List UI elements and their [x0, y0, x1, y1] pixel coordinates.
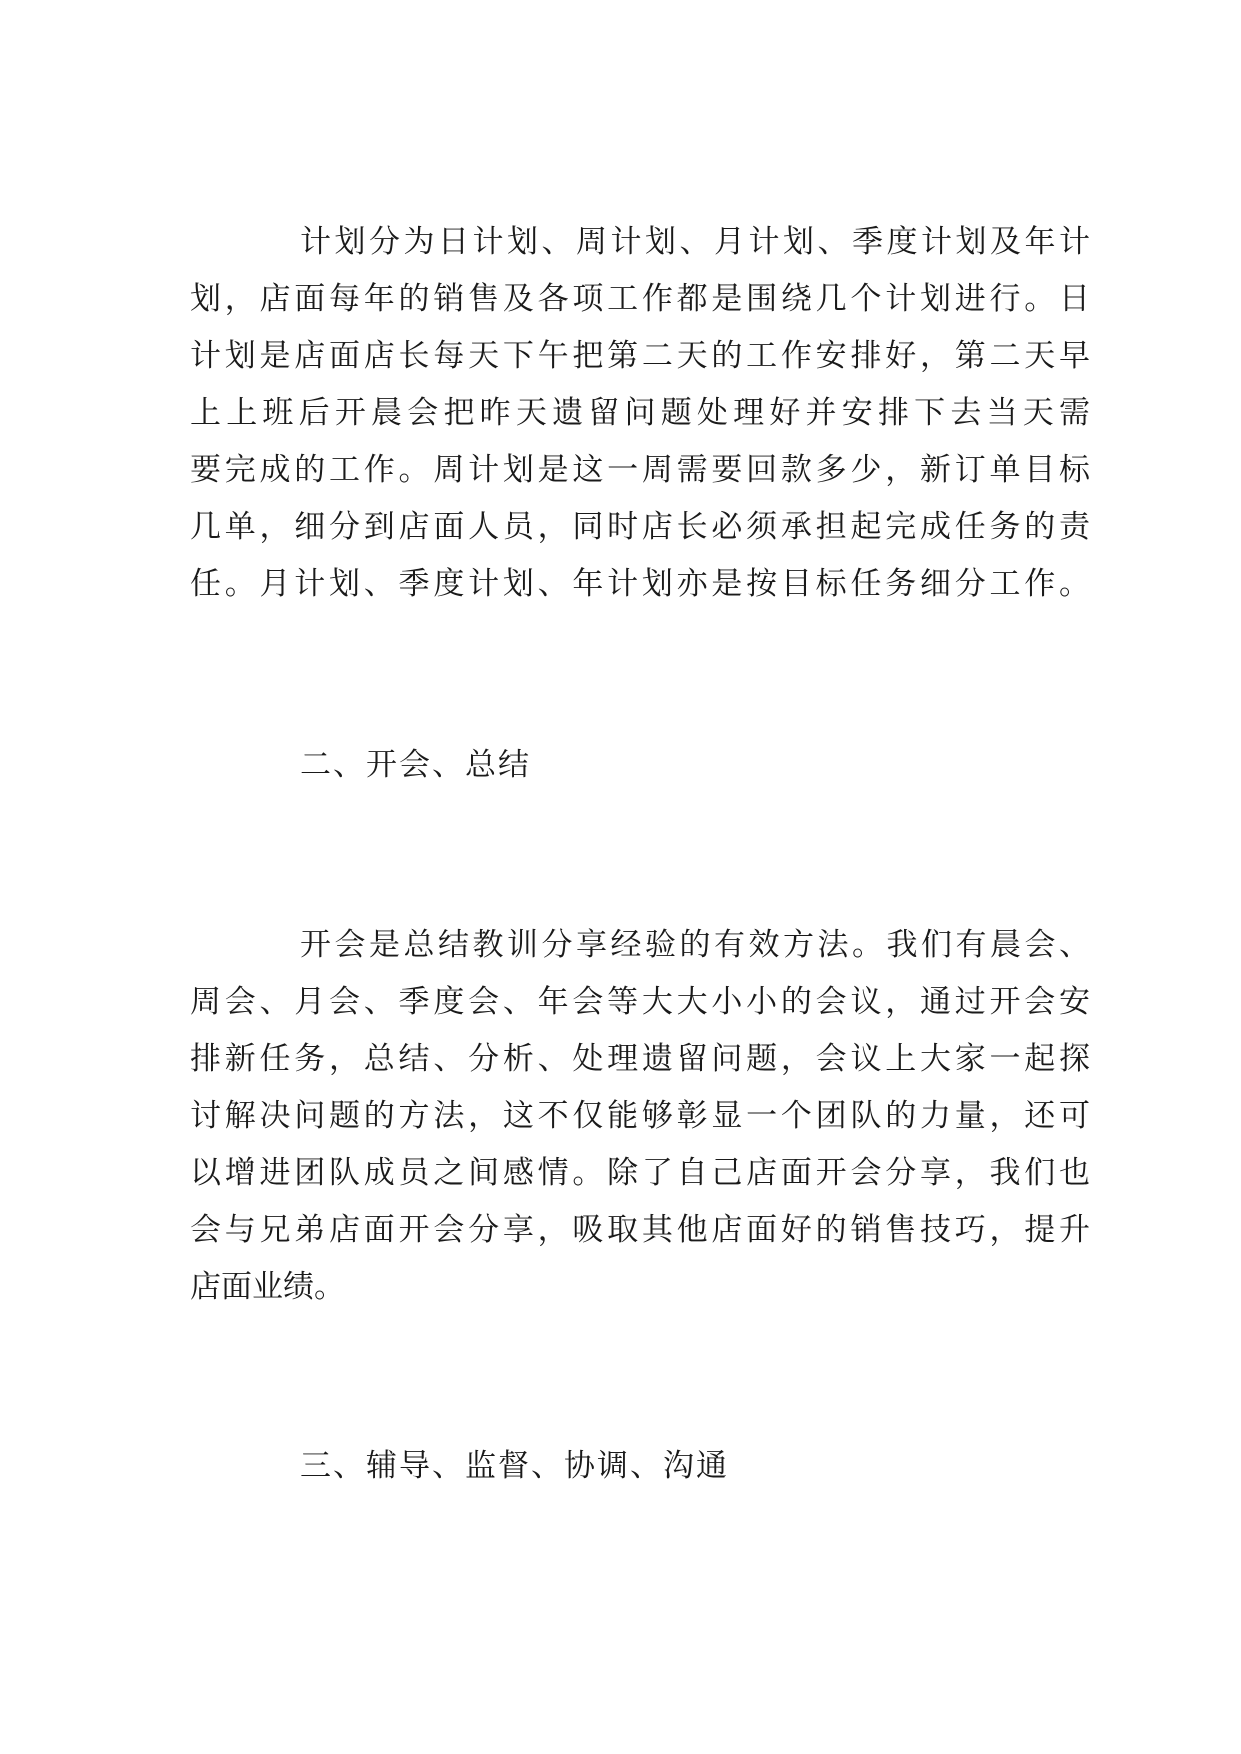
paragraph-1-line-2: 划，店面每年的销售及各项工作都是围绕几个计划进行。日 — [190, 281, 1090, 317]
paragraph-1-line-6: 几单，细分到店面人员，同时店长必须承担起完成任务的责 — [190, 509, 1090, 545]
section-heading-2: 二、开会、总结 — [300, 747, 531, 783]
paragraph-2-line-4: 讨解决问题的方法，这不仅能够彰显一个团队的力量，还可 — [190, 1098, 1090, 1134]
paragraph-2-line-5: 以增进团队成员之间感情。除了自己店面开会分享，我们也 — [190, 1155, 1090, 1191]
section-heading-3: 三、辅导、监督、协调、沟通 — [300, 1448, 729, 1484]
paragraph-2-line-3: 排新任务，总结、分析、处理遗留问题，会议上大家一起探 — [190, 1041, 1090, 1077]
paragraph-2-line-1: 开会是总结教训分享经验的有效方法。我们有晨会、 — [300, 927, 1090, 963]
paragraph-1-line-3: 计划是店面店长每天下午把第二天的工作安排好，第二天早 — [190, 338, 1090, 374]
paragraph-2-line-2: 周会、月会、季度会、年会等大大小小的会议，通过开会安 — [190, 984, 1090, 1020]
paragraph-1-line-7: 任。月计划、季度计划、年计划亦是按目标任务细分工作。 — [190, 566, 1090, 602]
paragraph-1-line-5: 要完成的工作。周计划是这一周需要回款多少，新订单目标 — [190, 452, 1090, 488]
paragraph-2-line-7: 店面业绩。 — [190, 1269, 345, 1305]
paragraph-1-line-1: 计划分为日计划、周计划、月计划、季度计划及年计 — [300, 224, 1090, 260]
paragraph-1-line-4: 上上班后开晨会把昨天遗留问题处理好并安排下去当天需 — [190, 395, 1090, 431]
paragraph-2-line-6: 会与兄弟店面开会分享，吸取其他店面好的销售技巧，提升 — [190, 1212, 1090, 1248]
